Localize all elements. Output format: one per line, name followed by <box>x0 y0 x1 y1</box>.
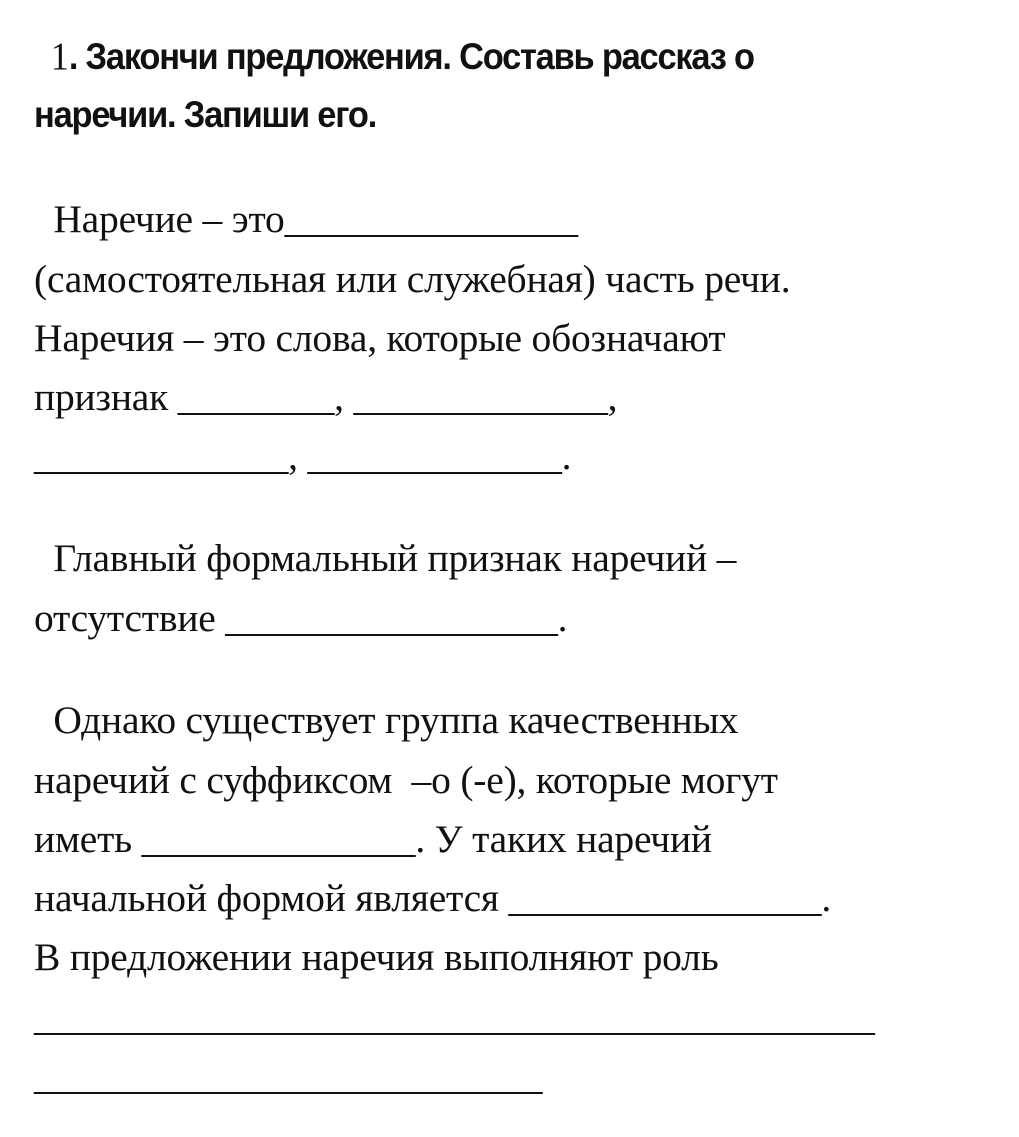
p1-line-2: (самостоятельная или служебная) часть речи. <box>34 257 791 301</box>
task-number: 1 <box>50 35 69 78</box>
p2-line-1-text: Главный формальный признак наречий – <box>53 536 737 580</box>
p2-line-1 <box>34 534 736 582</box>
p3-line-4: начальной формой является ________________. <box>34 876 832 920</box>
task-title-part-1: . Закончи предложения. Составь рассказ о <box>68 36 754 77</box>
p1-line-1 <box>34 195 578 243</box>
p2-line-2: отсутствие _________________. <box>34 596 568 640</box>
p3-line-6: ___________________________________________ <box>34 995 875 1039</box>
p1-line-1-text: Наречие – это_______________ <box>53 197 578 241</box>
p3-line-2: наречий с суффиксом –о (-е), которые могут <box>34 758 778 802</box>
p1-line-5: _____________, _____________. <box>34 434 572 478</box>
p3-line-3: иметь ______________. У таких наречий <box>34 817 712 861</box>
p3-line-7: __________________________ <box>34 1054 543 1098</box>
task-heading-line-1 <box>34 33 754 81</box>
p3-line-5: В предложении наречия выполняют роль <box>34 935 719 979</box>
p1-line-3: Наречия – это слова, которые обозначают <box>34 316 726 360</box>
p3-line-1-text: Однако существует группа качественных <box>53 698 739 742</box>
task-heading-line-2: наречии. Запиши его. <box>34 94 377 135</box>
p1-line-4: признак ________, _____________, <box>34 375 618 419</box>
p3-line-1 <box>34 696 738 744</box>
